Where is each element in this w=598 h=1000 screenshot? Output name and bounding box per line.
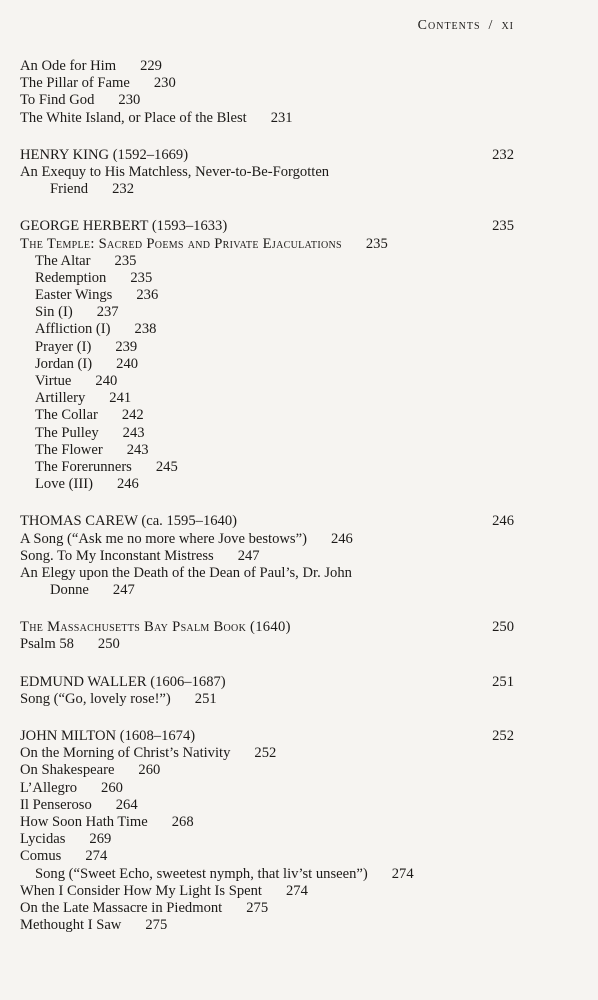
author-heading-page: 252	[492, 728, 514, 744]
toc-entry	[20, 339, 514, 356]
toc-entry	[20, 407, 514, 424]
toc-entry	[20, 814, 514, 831]
collection-heading	[20, 236, 514, 253]
toc-entry	[20, 287, 514, 304]
toc-entry	[20, 425, 514, 442]
toc-entry	[20, 548, 514, 565]
entry-title: Song (“Sweet Echo, sweetest nymph, that liv’st unseen”)	[35, 865, 368, 882]
entry-title: The Altar	[35, 252, 91, 269]
collection-title: The Temple: Sacred Poems and Private Ejaculations	[20, 235, 342, 252]
entry-page: 237	[96, 304, 119, 321]
toc-entry	[20, 745, 514, 762]
entry-title: The Pillar of Fame	[20, 75, 130, 92]
toc-entry	[20, 565, 514, 582]
section-heading	[20, 147, 514, 164]
author-heading-page: 250	[492, 619, 514, 636]
entry-page: 235	[114, 252, 137, 269]
entry-page: 240	[116, 355, 139, 372]
entry-page: 247	[237, 547, 260, 564]
toc-entry	[20, 356, 514, 373]
author-heading: HENRY KING (1592–1669)	[20, 146, 189, 163]
entry-title: The Forerunners	[35, 458, 132, 475]
entry-title: Methought I Saw	[20, 917, 122, 934]
entry-page: 269	[89, 831, 112, 848]
running-head-label: Contents	[417, 18, 481, 33]
toc-entry	[20, 900, 514, 917]
entry-title: On Shakespeare	[20, 762, 115, 779]
entry-page: 245	[155, 458, 178, 475]
toc-entry	[20, 866, 514, 883]
entry-title: Song (“Go, lovely rose!”)	[20, 690, 171, 707]
entry-title: Lycidas	[20, 831, 66, 848]
toc-section	[20, 218, 514, 493]
entry-title: L’Allegro	[20, 779, 78, 796]
entry-page: 274	[391, 865, 414, 882]
toc-entry	[20, 459, 514, 476]
toc-entry	[20, 92, 514, 109]
entry-title: An Ode for Him	[20, 58, 117, 74]
toc-entry	[20, 531, 514, 548]
entry-title: How Soon Hath Time	[20, 813, 148, 830]
entry-title: Song. To My Inconstant Mistress	[20, 547, 214, 564]
toc-section	[20, 513, 514, 599]
toc-entry	[20, 848, 514, 865]
collection-page: 235	[365, 235, 388, 252]
entry-page: 230	[118, 92, 141, 109]
entry-page: 243	[122, 424, 145, 441]
entry-page: 232	[112, 181, 134, 198]
entry-title: An Exequy to His Matchless, Never-to-Be-Forgotten	[20, 163, 330, 180]
toc-entry	[20, 270, 514, 287]
entry-title: The Flower	[35, 441, 103, 458]
running-head	[418, 18, 514, 34]
toc-section	[20, 728, 514, 934]
toc-section	[20, 58, 514, 127]
toc-entry	[20, 373, 514, 390]
entry-page: 241	[109, 390, 132, 407]
entry-title: Love (III)	[35, 476, 93, 493]
entry-page: 260	[138, 762, 161, 779]
entry-title: Comus	[20, 848, 62, 865]
toc-entry	[20, 831, 514, 848]
running-head-page: xi	[501, 18, 514, 33]
entry-title: An Elegy upon the Death of the Dean of Paul’s, Dr. John	[20, 564, 352, 581]
entry-title: The White Island, or Place of the Blest	[20, 109, 247, 126]
toc-entry	[20, 58, 514, 75]
toc-entry	[20, 442, 514, 459]
toc-entry	[20, 780, 514, 797]
toc-entry	[20, 691, 514, 708]
author-heading: THOMAS CAREW (ca. 1595–1640)	[20, 513, 237, 530]
toc-entry	[20, 797, 514, 814]
entry-title: A Song (“Ask me no more where Jove bestows”)	[20, 530, 307, 547]
entry-page: 274	[286, 882, 308, 899]
section-heading	[20, 674, 514, 691]
toc-entry	[20, 110, 514, 127]
toc-entry	[20, 390, 514, 407]
entry-page: 246	[116, 476, 139, 493]
entry-title: Jordan (I)	[35, 355, 93, 372]
entry-title: When I Consider How My Light Is Spent	[20, 882, 262, 899]
entry-page: 242	[121, 407, 144, 424]
toc-entry	[20, 883, 514, 900]
toc-section	[20, 674, 514, 708]
entry-page: 274	[85, 848, 108, 865]
entry-page: 275	[246, 899, 269, 916]
entry-page: 247	[112, 582, 135, 599]
section-heading	[20, 513, 514, 530]
entry-title: Il Penseroso	[20, 796, 92, 813]
entry-title: The Pulley	[35, 424, 99, 441]
toc-section	[20, 619, 514, 653]
entry-page: 238	[134, 321, 157, 338]
entry-title: On the Morning of Christ’s Nativity	[20, 745, 231, 762]
entry-title: Prayer (I)	[35, 338, 92, 355]
entry-title: To Find God	[20, 92, 95, 109]
entry-page: 243	[126, 441, 149, 458]
toc-entry	[20, 164, 514, 181]
author-heading: The Massachusetts Bay Psalm Book (1640)	[20, 619, 291, 636]
entry-page: 231	[270, 109, 293, 126]
toc-entry	[20, 636, 514, 653]
table-of-contents	[20, 58, 514, 934]
toc-entry	[20, 582, 514, 599]
entry-title: Sin (I)	[35, 304, 73, 321]
toc-entry	[20, 321, 514, 338]
entry-title: Artillery	[35, 390, 86, 407]
author-heading-page: 232	[492, 146, 514, 163]
toc-entry	[20, 253, 514, 270]
entry-title: Psalm 58	[20, 636, 74, 653]
author-heading: GEORGE HERBERT (1593–1633)	[20, 218, 228, 235]
toc-entry	[20, 476, 514, 493]
entry-title: Easter Wings	[35, 287, 113, 304]
entry-page: 239	[115, 338, 138, 355]
entry-title: The Collar	[35, 407, 98, 424]
entry-page: 260	[101, 779, 123, 796]
entry-page: 236	[136, 287, 159, 304]
entry-page: 251	[194, 690, 217, 707]
entry-title: Virtue	[35, 373, 72, 389]
author-heading-page: 251	[492, 673, 514, 690]
entry-page: 268	[171, 813, 194, 830]
entry-page: 235	[130, 269, 153, 286]
entry-title: Redemption	[35, 269, 107, 286]
entry-page: 246	[330, 530, 353, 547]
entry-title: On the Late Massacre in Piedmont	[20, 899, 223, 916]
entry-page: 275	[145, 917, 168, 934]
entry-page: 252	[254, 745, 277, 762]
entry-page: 230	[153, 75, 176, 92]
author-heading-page: 246	[492, 513, 514, 530]
author-heading-page: 235	[492, 218, 514, 235]
author-heading: EDMUND WALLER (1606–1687)	[20, 673, 226, 690]
section-heading	[20, 218, 514, 235]
running-head-separator: /	[488, 18, 494, 33]
entry-title: Friend	[50, 181, 89, 198]
section-heading	[20, 728, 514, 745]
toc-entry	[20, 75, 514, 92]
toc-entry	[20, 762, 514, 779]
toc-section	[20, 147, 514, 199]
toc-entry	[20, 304, 514, 321]
entry-page: 250	[97, 636, 120, 653]
entry-title: Donne	[50, 582, 89, 599]
toc-entry	[20, 181, 514, 198]
entry-title: Affliction (I)	[35, 321, 111, 338]
section-heading	[20, 619, 514, 636]
toc-entry	[20, 917, 514, 934]
author-heading: JOHN MILTON (1608–1674)	[20, 728, 196, 744]
entry-page: 240	[95, 373, 118, 389]
entry-page: 229	[140, 58, 162, 74]
entry-page: 264	[115, 796, 138, 813]
